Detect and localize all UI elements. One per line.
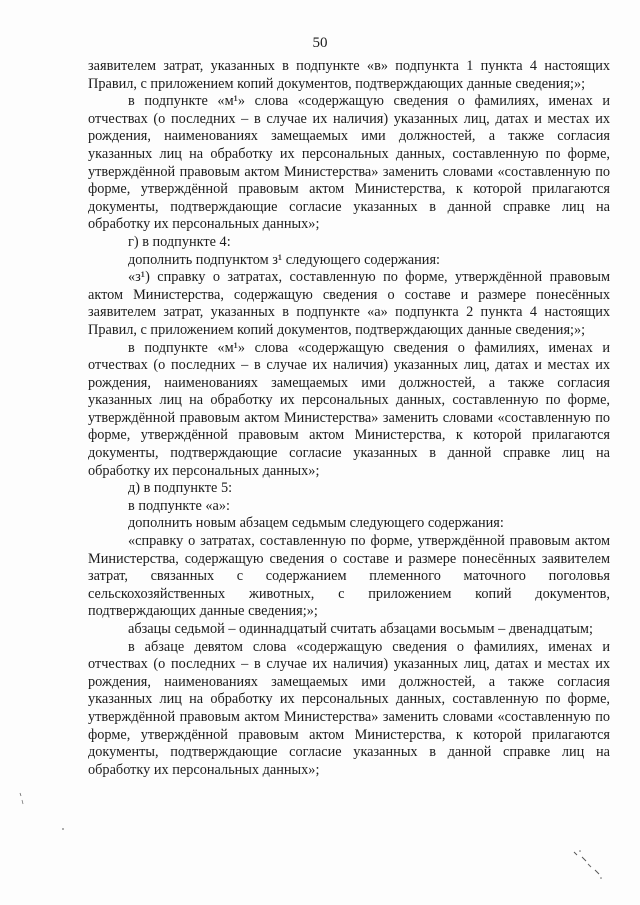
page-number: 50 <box>312 35 328 51</box>
paragraph-8: в подпункте «а»: <box>128 497 230 514</box>
paragraph-1: заявителем затрат, указанных в подпункте «в» подпункта 1 пункта 4 настоящих Правил, с приложением копий документов, подтверждающих данные сведения;»; <box>88 58 610 92</box>
paragraph-10: «справку о затратах, составленную по форме, утверждённой правовым актом Министерства, содержащую сведения о составе и размере понесённых заявителем затрат, связанных с содержанием племенного маточного поголовья сельскохозяйственных животных, с приложением копий документов, подтверждающих данные сведения;»; <box>88 533 610 620</box>
paragraph-2: в подпункте «м¹» слова «содержащую сведения о фамилиях, именах и отчествах (о последних – в случае их наличия) указанных лиц, датах и местах их рождения, наименованиях замещаемых ими должностей, а также согласия указанных лиц на обработку их персональных данных, составленную по форме, утверждённой правовым актом Министерства» заменить словами «составленную по форме, утверждённой правовым актом Министерства, к которой прилагаются документы, подтверждающие согласие указанных в данной справке лиц на обработку их персональных данных»; <box>88 93 610 233</box>
paragraph-3: г) в подпункте 4: <box>128 233 231 250</box>
paragraph-12: в абзаце девятом слова «содержащую сведения о фамилиях, именах и отчествах (о последних – в случае их наличия) указанных лиц, датах и местах их рождения, наименованиях замещаемых ими должностей, а также согласия указанных лиц на обработку их персональных данных, составленную по форме, утверждённой правовым актом Министерства» заменить словами «составленную по форме, утверждённой правовым актом Министерства, к которой прилагаются документы, подтверждающие согласие указанных в данной справке лиц на обработку их персональных данных»; <box>88 638 610 778</box>
paragraph-7: д) в подпункте 5: <box>128 480 233 497</box>
paragraph-9: дополнить новым абзацем седьмым следующего содержания: <box>128 515 504 532</box>
scan-speckle-mid <box>60 826 66 832</box>
scan-speckle-left <box>18 792 26 806</box>
scan-speckle-right <box>568 848 608 882</box>
paragraph-5: «з¹) справку о затратах, составленную по форме, утверждённой правовым актом Министерства, содержащую сведения о составе и размере понесённых заявителем затрат, указанных в подпункте «а» подпункта 2 пункта 4 настоящих Правил, с приложением копий документов, подтверждающих данные сведения;»; <box>88 269 610 338</box>
paragraph-4: дополнить подпунктом з¹ следующего содержания: <box>128 251 440 268</box>
document-body <box>88 58 610 779</box>
paragraph-6: в подпункте «м¹» слова «содержащую сведения о фамилиях, именах и отчествах (о последних – в случае их наличия) указанных лиц, датах и местах их рождения, наименованиях замещаемых ими должностей, а также согласия указанных лиц на обработку их персональных данных, составленную по форме, утверждённой правовым актом Министерства» заменить словами «составленную по форме, утверждённой правовым актом Министерства, к которой прилагаются документы, подтверждающие согласие указанных в данной справке лиц на обработку их персональных данных»; <box>88 339 610 479</box>
paragraph-11: абзацы седьмой – одиннадцатый считать абзацами восьмым – двенадцатым; <box>128 621 593 637</box>
